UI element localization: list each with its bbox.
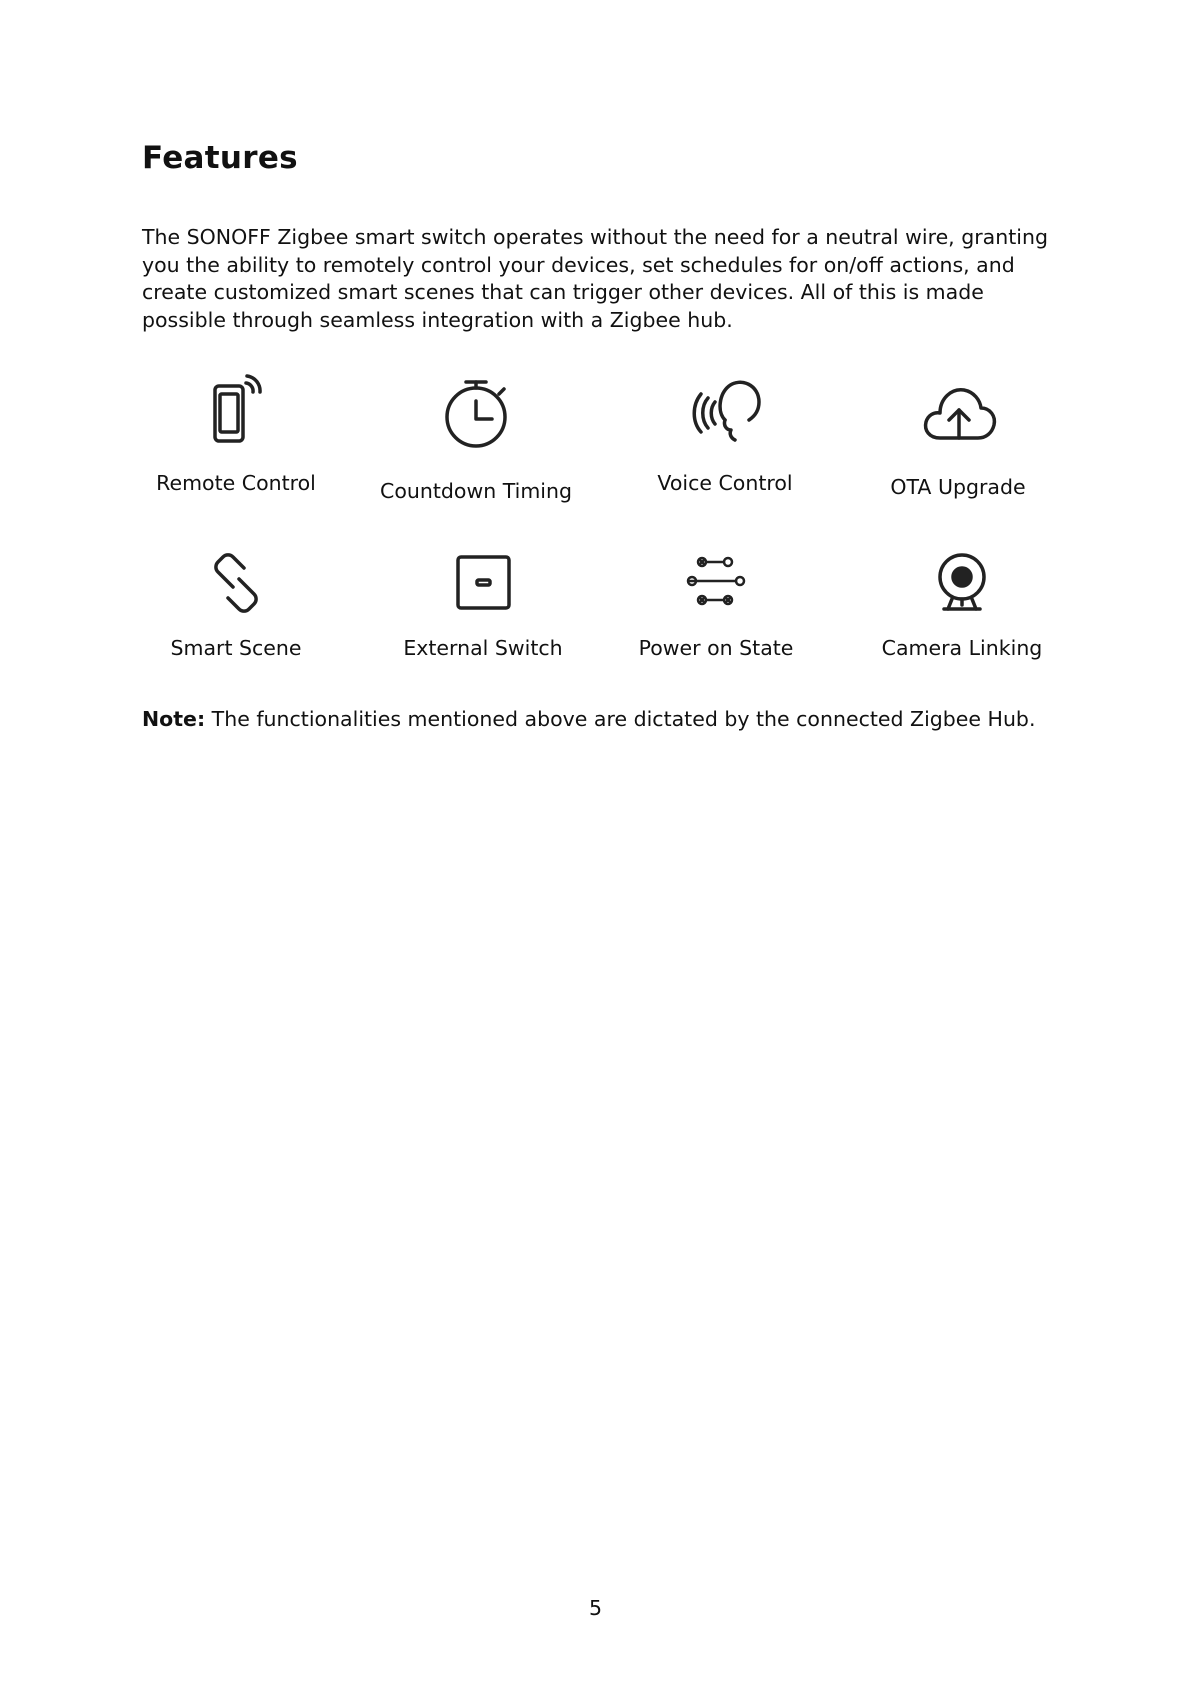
page-title: Features	[142, 140, 298, 176]
feature-label: Camera Linking	[881, 636, 1043, 660]
feature-label: Power on State	[638, 636, 794, 660]
note-text: The functionalities mentioned above are dictated by the connected Zigbee Hub.	[205, 707, 1036, 731]
note-label: Note:	[142, 707, 206, 731]
feature-label: Voice Control	[657, 471, 793, 495]
webcam-icon	[922, 543, 1002, 623]
cloud-upload-icon	[918, 372, 998, 452]
feature-label: External Switch	[403, 636, 563, 660]
switch-icon	[443, 543, 523, 623]
sliders-icon	[676, 543, 756, 623]
feature-label: Remote Control	[156, 471, 316, 495]
note	[142, 706, 1035, 733]
feature-label: Smart Scene	[170, 636, 302, 660]
feature-label: OTA Upgrade	[890, 475, 1026, 499]
link-icon	[196, 543, 276, 623]
intro-paragraph: The SONOFF Zigbee smart switch operates without the need for a neutral wire, granting you the ability to remotely control your devices, set schedules for on/off actions, and create customized smart scenes that can trigger other devices. All of this is made possible through seamless integration with a Zigbee hub.	[142, 225, 1048, 332]
stopwatch-icon	[436, 372, 516, 452]
feature-label: Countdown Timing	[380, 479, 572, 503]
page-number: 5	[588, 1596, 603, 1620]
voice-head-icon	[685, 372, 765, 452]
phone-remote-icon	[196, 372, 276, 452]
